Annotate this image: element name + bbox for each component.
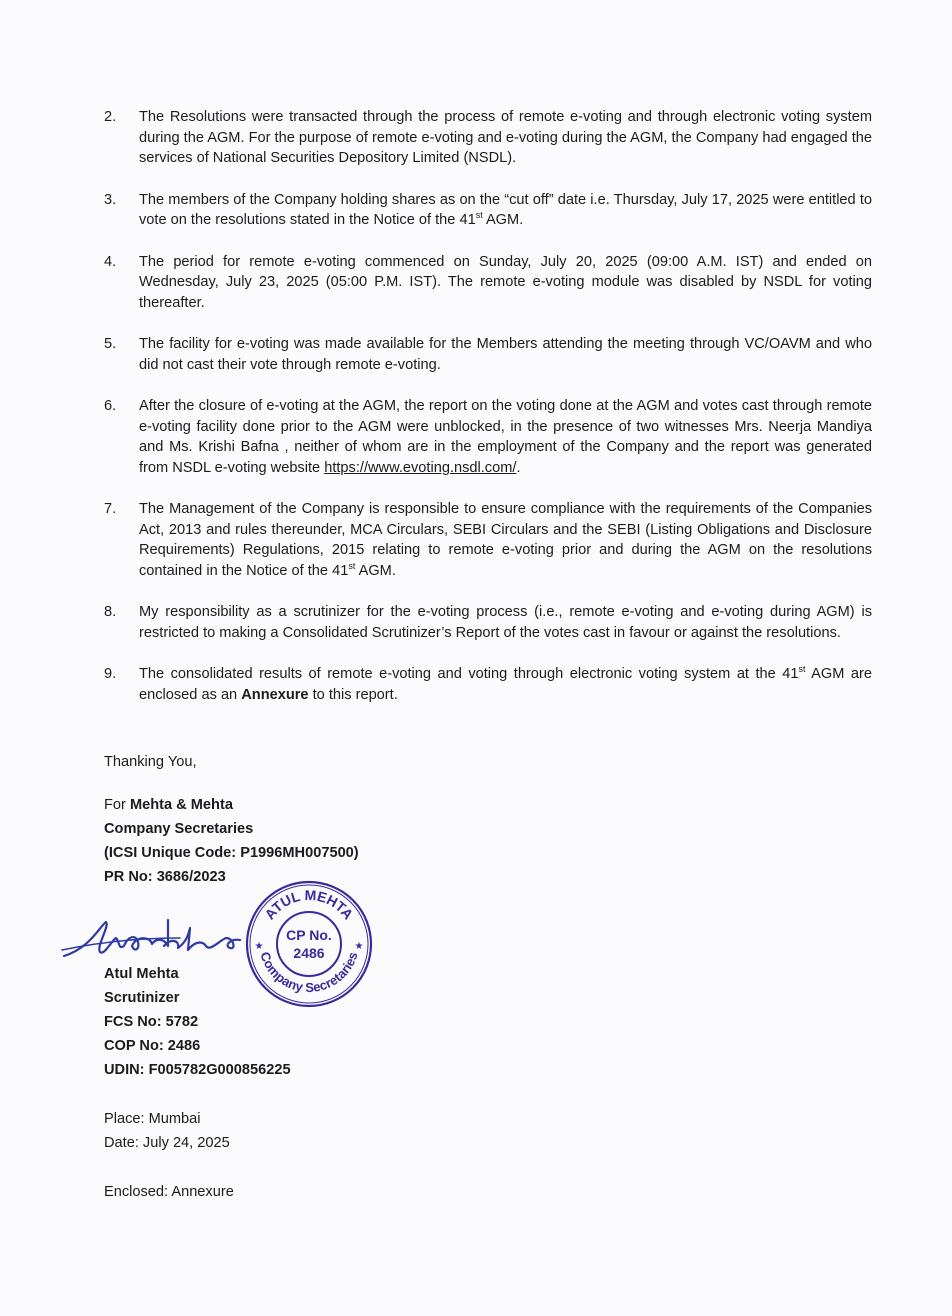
list-item: 8. My responsibility as a scrutinizer for the e-voting process (i.e., remote e-voting and e-voting during AGM) is restricted to making a Consolidated Scrutinizer’s Report of the votes cast in favour or against the resolutions. (104, 604, 872, 642)
list-item: 4. The period for remote e-voting commenced on Sunday, July 20, 2025 (09:00 A.M. IST) and ended on Wednesday, July 23, 2025 (05:00 P.M. IST). The remote e-voting module was disabled by NSDL for voting thereafter. (104, 253, 872, 311)
signatory-name: Atul Mehta (104, 966, 179, 982)
svg-text:Company Secretaries: Company Secretaries (257, 949, 361, 996)
signatory-udin: UDIN: F005782G000856225 (104, 1062, 291, 1078)
resolution-list (104, 107, 872, 726)
list-item: 2. The Resolutions were transacted through the process of remote e-voting and through electronic voting system during the AGM. For the purpose of remote e-voting and e-voting during the AGM, the Company had engaged the services of National Securities Depository Limited (NSDL). (104, 109, 872, 167)
svg-text:CP No.: CP No. (286, 927, 332, 943)
list-item: 3. The members of the Company holding shares as on the “cut off” date i.e. Thursday, July 17, 2025 were entitled to vote on the resolutions stated in the Notice of the 41st AGM. (104, 191, 872, 229)
evoting-website-link[interactable]: https://www.evoting.nsdl.com/ (324, 459, 517, 476)
firm-pr-no: PR No: 3686/2023 (104, 869, 226, 885)
signatory-cop: COP No: 2486 (104, 1038, 201, 1054)
svg-text:★: ★ (354, 941, 364, 952)
firm-type: Company Secretaries (104, 821, 254, 837)
firm-block (104, 793, 359, 889)
list-item: 9. The consolidated results of remote e-voting and voting through electronic voting system at the 41st AGM are enclosed as an Annexure to this report. (104, 664, 872, 704)
place: Place: Mumbai (104, 1111, 201, 1127)
signatory-block (104, 962, 291, 1082)
svg-text:ATUL MEHTA: ATUL MEHTA (261, 886, 357, 923)
signatory-role: Scrutinizer (104, 990, 180, 1006)
enclosure-note: Enclosed: Annexure (104, 1184, 234, 1200)
svg-text:2486: 2486 (293, 945, 325, 961)
list-item: 6. After the closure of e-voting at the AGM, the report on the voting done at the AGM and votes cast through remote e-voting facility done prior to the AGM were unblocked, in the presence of two witnesses Mrs. Neerja Mandiya and Ms. Krishi Bafna , neither of whom are in the employment of the Company and the report was generated from NSDL e-voting website https://www.evoting.nsdl.com/. (104, 398, 872, 476)
list-item: 7. The Management of the Company is responsible to ensure compliance with the requirements of the Companies Act, 2013 and rules thereunder, MCA Circulars, SEBI Circulars and the SEBI (Listing Obligations and Disclosure Requirements) Regulations, 2015 relating to remote e-voting prior and during the AGM on the resolutions contained in the Notice of the 41st AGM. (104, 501, 872, 580)
firm-for-line: For Mehta & Mehta (104, 797, 233, 813)
date: Date: July 24, 2025 (104, 1135, 230, 1151)
list-item: 5. The facility for e-voting was made available for the Members attending the meeting through VC/OAVM and who did not cast their vote through remote e-voting. (104, 336, 872, 373)
firm-icsi-code: (ICSI Unique Code: P1996MH007500) (104, 845, 359, 861)
signatory-fcs: FCS No: 5782 (104, 1014, 199, 1030)
closing-line: Thanking You, (104, 754, 197, 770)
signature (60, 916, 250, 964)
place-date-block (104, 1107, 230, 1155)
svg-text:★: ★ (254, 941, 264, 952)
